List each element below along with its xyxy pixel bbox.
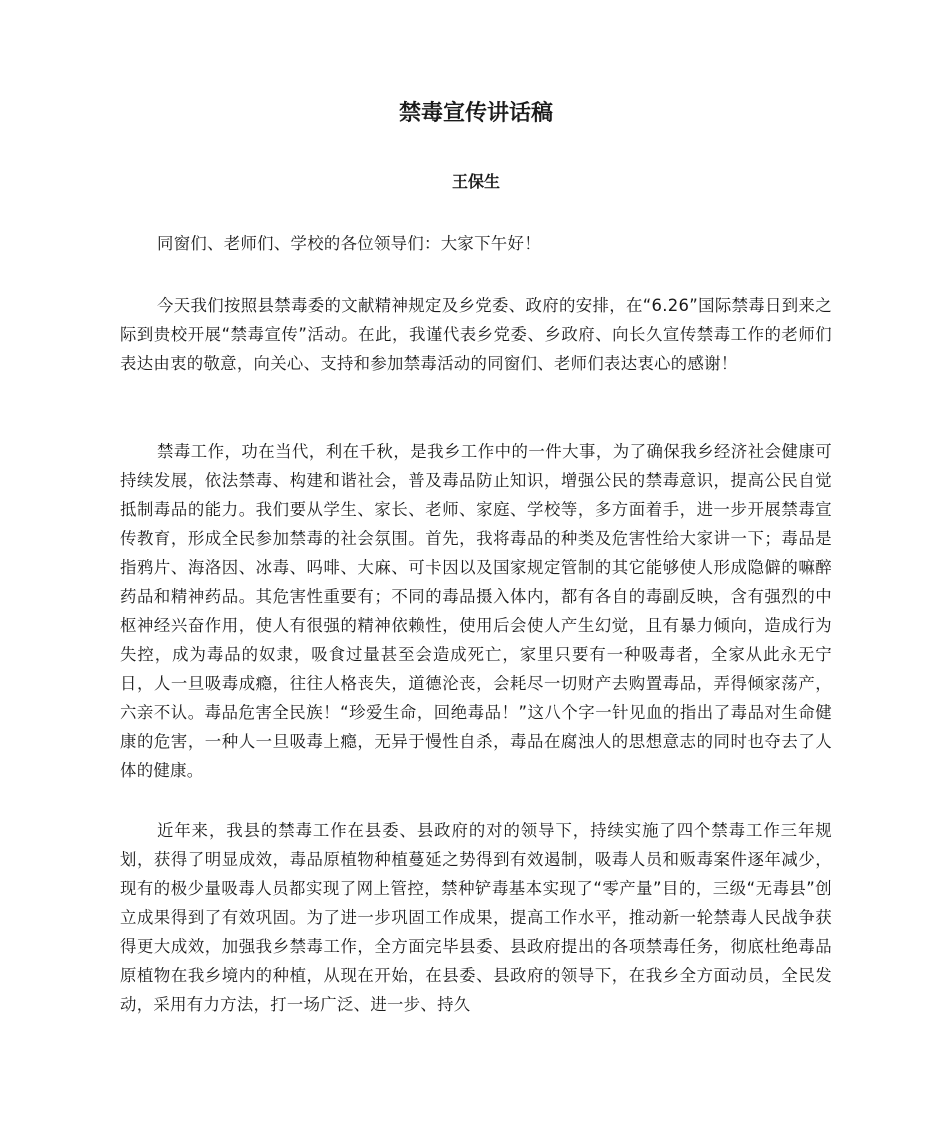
paragraph-greeting: 同窗们、老师们、学校的各位领导们：大家下午好！ [157, 234, 541, 253]
paragraph-county-progress: 近年来，我县的禁毒工作在县委、县政府的对的领导下，持续实施了四个禁毒工作三年规划，获得了明显成效，毒品原植物种植蔓延之势得到有效遏制，吸毒人员和贩毒案件逐年减少，现有的极少量吸毒人员都实现了网上管控，禁种铲毒基本实现了“零产量”目的，三级“无毒县”创立成果得到了有效巩固。为了进一步巩固工作成果，提高工作水平，推动新一轮禁毒人民战争获得更大成效，加强我乡禁毒工作，全方面完毕县委、县政府提出的各项禁毒任务，彻底杜绝毒品原植物在我乡境内的种植，从现在开始，在县委、县政府的领导下，在我乡全方面动员，全民发动，采用有力方法，打一场广泛、进一步、持久 [120, 821, 832, 1014]
document-title: 禁毒宣传讲话稿 [398, 101, 553, 126]
paragraph-introduction: 今天我们按照县禁毒委的文献精神规定及乡党委、政府的安排，在“6.26”国际禁毒日到来之际到贵校开展“禁毒宣传”活动。在此，我谨代表乡党委、乡政府、向长久宣传禁毒工作的老师们表达由衷的敬意，向关心、支持和参加禁毒活动的同窗们、老师们表达衷心的感谢！ [120, 296, 832, 373]
document-author: 王保生 [451, 172, 500, 191]
paragraph-drug-hazards: 禁毒工作，功在当代，利在千秋，是我乡工作中的一件大事，为了确保我乡经济社会健康可持续发展，依法禁毒、构建和谐社会，普及毒品防止知识，增强公民的禁毒意识，提高公民自觉抵制毒品的能力。我们要从学生、家长、老师、家庭、学校等，多方面着手，进一步开展禁毒宣传教育，形成全民参加禁毒的社会氛围。首先，我将毒品的种类及危害性给大家讲一下；毒品是指鸦片、海洛因、冰毒、吗啡、大麻、可卡因以及国家规定管制的其它能够使人形成隐僻的嘛醉药品和精神药品。其危害性重要有；不同的毒品摄入体内，都有各自的毒副反映，含有强烈的中枢神经兴奋作用，使人有很强的精神依赖性，使用后会使人产生幻觉，且有暴力倾向，造成行为失控，成为毒品的奴隶，吸食过量甚至会造成死亡，家里只要有一种吸毒者，全家从此永无宁日，人一旦吸毒成瘾，往往人格丧失，道德沦丧，会耗尽一切财产去购置毒品，弄得倾家荡产，六亲不认。毒品危害全民族！“珍爱生命，回绝毒品！”这八个字一针见血的指出了毒品对生命健康的危害，一种人一旦吸毒上瘾，无异于慢性自杀，毒品在腐浊人的思想意志的同时也夺去了人体的健康。 [120, 442, 832, 780]
